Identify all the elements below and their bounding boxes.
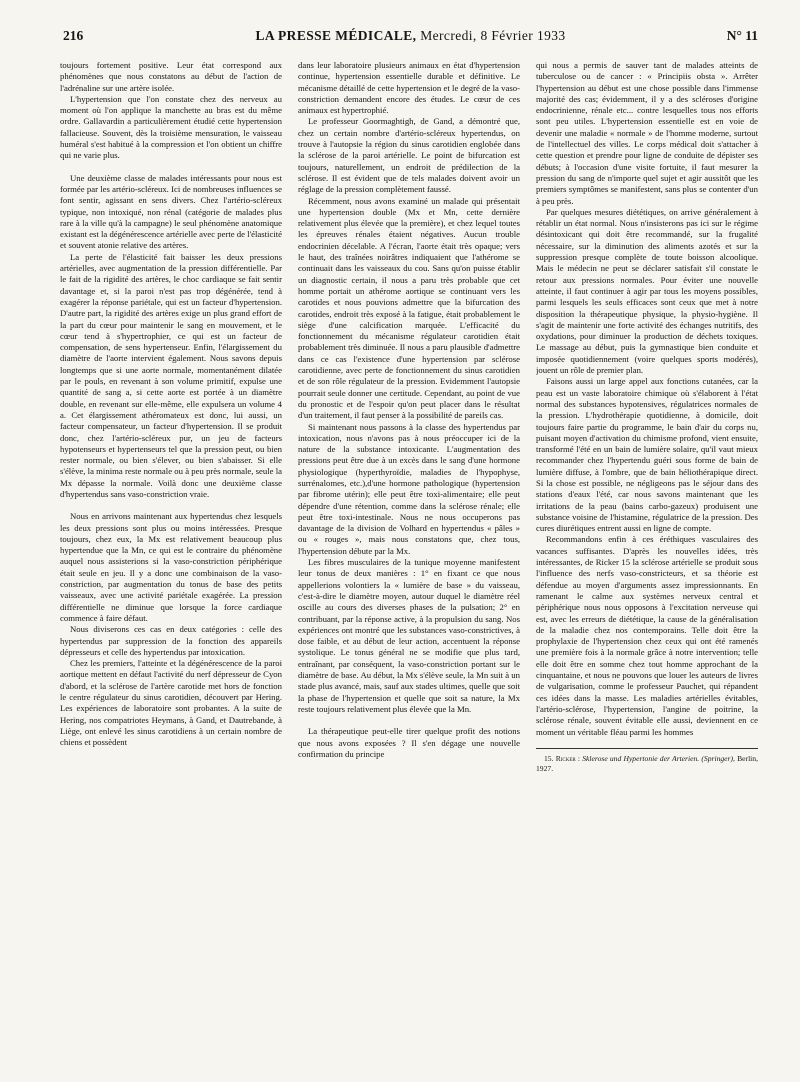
footnote-place-year: Berlin, 1927. <box>536 753 758 773</box>
paragraph: Récemment, nous avons examiné un malade qui présentait une hypertension double (Mx et Mn, cette dernière relativement plus élevée que la première), et chez lequel toutes les épreuves rénales étaient négatives. Aucun trouble endocrinien décelable. A l'écran, l'aorte était très opaque; vers le haut, des traînées noirâtres indiquaient que l'athérome se continuait dans les vaisseaux du cou. Sans qu'on puisse établir un diagnostic certain, il nous a paru très probable que cet homme portait un athérome aortique se continuant vers les carotides et nous pouvions admettre que la bifurcation des carotides, endroit très exposé à la fatigue, était probablement le siège d'une calcification marquée. L'efficacité du fonctionnement du mécanisme régulateur carotidien était probablement très diminuée. Il nous a paru plausible d'admettre dans ce cas l'existence d'une hypertension par sclérose carotidienne, avec perte de fonctionnement du sinus carotidien et de son rôle régulateur de la pression. Evidemment l'autopsie pourrait seule donner une certitude. Cependant, au point de vue du pronostic et de l'espoir qu'on peut placer dans le résultat d'un traitement, il faut penser à la possibilité de pareils cas. <box>298 195 520 421</box>
paragraph: Si maintenant nous passons à la classe des hypertendus par intoxication, nous n'avons pas à nous préoccuper ici de la nature de la substance intoxicante. L'augmentation des pressions peut être due à un excès dans le sang d'une hormone physiologique (hyperthyroïdie, maladies de l'hypophyse, surrénalomes, etc.),d'une hormone pathologique (hypertension par fibrome utérin); elle peut être toxi-alimentaire; elle peut dépendre d'une rétention, comme dans la sclérose rénale; elle peut être toxi-intestinale. Nous ne nous occuperons pas davantage de la division de Volhard en hypertendus « pâles » ou « rouges », mais nous constatons que, chez tous, l'hypertension débute par la Mx. <box>298 421 520 556</box>
journal-line <box>63 26 758 46</box>
paragraph: Nous diviserons ces cas en deux catégories : celle des hypertendus par suppression de la fonction des appareils dépresseurs et celle des hypertendus par intoxication. <box>60 624 282 657</box>
footnote-title: Sklerose und Hypertonie der Arterien. <box>582 753 700 763</box>
paragraph: Une deuxième classe de malades intéressants pour nous est formée par les artério-scléreux. Ici de nombreuses influences se font sentir, agissant en sens divers. Chez l'artério-scléreux typique, non intoxiqué, non rénal (catégorie de malades plus rare à la ville qu'à la campagne) le seul phénomène anatomique existant est la dégénérescence artérielle avec perte de l'élasticité et souvent atonie relative des artères. <box>60 172 282 251</box>
page-number: 216 <box>63 28 84 43</box>
column-3 <box>536 60 758 1060</box>
paragraph: dans leur laboratoire plusieurs animaux en état d'hypertension continue, hypertension essentielle durable et définitive. Le mécanisme détaillé de cette hypertension et le degré de la vaso-constriction demandent encore des études. Le cœur de ces animaux est hypertrophié. <box>298 60 520 116</box>
paragraph: Le professeur Goormaghtigh, de Gand, a démontré que, chez un certain nombre d'artério-scléreux hypertendus, on trouve à l'autopsie la région du sinus carotidien englobée dans la sclérose de la paroi artérielle. Le point de bifurcation est toujours, naturellement, un endroit de prédilection de la sclérose. Il est évident que de tels malades doivent avoir un réglage de la pression complètement faussé. <box>298 116 520 195</box>
paragraph: La thérapeutique peut-elle tirer quelque profit des notions que nous avons exposées ? Il s'en dégage une nouvelle confirmation du principe <box>298 726 520 759</box>
paragraph: qui nous a permis de sauver tant de malades atteints de tuberculose ou de cancer : « Principiis obsta ». Arrêter l'hypertension au début est une chose possible dans l'immense majorité des cas; évidemment, il y a des scléroses d'origine endocrinienne, rénale etc... contre lesquelles tous nos efforts sont peu utiles. L'hypertension essentielle est en voie de devenir une maladie « normale » de l'homme moderne, surtout de l'intellectuel des villes. Le corps médical doit s'attacher à cette question et prendre pour ligne de conduite de dépister ses débuts; à l'occasion d'une visite fortuite, il faut mesurer la pression du sang de n'importe quel sujet et agir aussitôt que les premiers symptômes se manifestent, sans plus se contenter d'un à peu près. <box>536 60 758 206</box>
issue-number: N° 11 <box>726 28 758 43</box>
paragraph: Faisons aussi un large appel aux fonctions cutanées, car la peau est un vaste laboratoire chimique où s'élaborent à l'état normal des substances hypotensives, régulatrices normales de la pression. L'hydrothérapie quotidienne, à domicile, doit toujours faire partie du programme, le bain d'air du corps nu, puisant moyen d'activation du chimisme profond, vient ensuite, transformé l'été en un bain de lumière solaire, qu'il vaut mieux recommander chez l'hypertendu guéri sous forme de bain de lumière diffuse, à l'ombre, que de bain héliothérapique direct. Si la chose est possible, ne négligeons pas le séjour dans des stations d'eaux l'été, car nous savons maintenant que les irritations de la peau (bains carbo-gazeux) produisent une substance voisine de l'histamine, régulatrice de la pression. Des cures diurétiques entrent aussi en ligne de compte. <box>536 376 758 534</box>
column-1 <box>60 60 282 1060</box>
footnote-publisher: (Springer), <box>701 753 735 763</box>
paragraph: Les fibres musculaires de la tunique moyenne manifestent leur tonus de deux manières : 1° en fixant ce que nous appellerions volontiers la « lumière de base » du vaisseau, c'est-à-dire le diamètre moyen, autour duquel le diamètre réel oscille au cours des diverses phases de la pulsation; 2° en contribuant, par la réponse active, à la propulsion du sang. Nos expériences ont montré que les substances vaso-constrictives, à dose faible, et au début de leur action, accentuent la réponse systolique. Le tonus général ne se modifie que plus tard, entraînant, par conséquent, la vaso-constriction portant sur le diamètre de base. Au début, la Mx s'élève seule, la Mn suit à un stade plus avancé, mais, sauf aux stades ultimes, quelle que soit la phase de l'hypertension et quelle que soit sa nature, la Mx reste toujours relativement plus élevée que la Mn. <box>298 557 520 714</box>
footnote-author: Ricker : <box>555 753 581 763</box>
journal-title: LA PRESSE MÉDICALE, <box>255 28 417 43</box>
column-2 <box>298 60 520 1060</box>
footnote <box>536 748 758 774</box>
paragraph: L'hypertension que l'on constate chez des nerveux au moment où l'on applique la manchette au bras est du même ordre. Gallavardin a particulièrement étudié cette hypertension fallacieuse. Souvent, dès la troisième mensuration, le vaisseau huméral s'est habitué à la compression et l'on obtient un chiffre qui ne varie plus. <box>60 93 282 161</box>
page-header <box>63 26 758 46</box>
paragraph: Recommandons enfin à ces éréthiques vasculaires des vacances suffisantes. D'après les nouvelles idées, très intéressantes, de Ricker 15 la sclérose artérielle se produit sous l'influence des nerfs vaso-constricteurs, et sa théorie est défendue au moyen d'arguments assez impressionnants. En ramenant le calme aux systèmes nerveux central et périphérique nous nous opposons à l'excitation nerveuse qui est, avec les erreurs de diététique, la cause de la généralisation de la maladie chez nos contemporains. Telle doit être la prophylaxie de l'hypertension chez ceux qui ont été ramenés une première fois à la normale grâce à notre intervention; telle elle doit être en somme chez tout homme approchant de la cinquantaine, et nous ne pouvons que louer les auteurs de livres de vulgarisation, comme le professeur Pauchet, qui répandent ces idées dans la masse. Les maladies artérielles évitables, l'artério-sclérose, l'hypertension, l'angine de poitrine, la sclérose rénale, souvent évitable elle aussi, deviennent en ce moment un véritable fléau parmi les hommes <box>536 534 758 737</box>
issue-date: Mercredi, 8 Février 1933 <box>420 28 566 43</box>
paragraph: Par quelques mesures diététiques, on arrive généralement à rétablir un état normal. Nous n'insisterons pas ici sur le régime désintoxicant qui doit être recommandé, sur la frugalité nécessaire, sur la diminution des aliments azotés et sur la suppression presque complète de toute boisson alcoolique. Mais le médecin ne peut se déclarer satisfait s'il constate le retour aux pressions normales. Pour éviter une nouvelle atteinte, il faut continuer à agir par tous les moyens possibles, parmi lesquels les seuls efficaces sont ceux que met à notre disposition la thérapeutique physique, la physio-hygiène. Il s'agit de maintenir une forte activité des échanges nutritifs, des oxydations, pour diminuer la production de déchets toxiques. Le massage au début, puis la gymnastique bien conduite et imposée quotidiennement (voire quelques sports modérés), jouent un rôle de premier plan. <box>536 206 758 376</box>
paragraph: La perte de l'élasticité fait baisser les deux pressions artérielles, avec augmentation de la pression différentielle. Par le fait de la rigidité des artères, le choc cardiaque se fait sentir davantage et, si la paroi n'est pas trop dégénérée, tend à exagérer la réponse pariétale, qui est un facteur d'hypertension. D'autre part, la rigidité des artères exige un plus grand effort de la part du cœur pour maintenir le sang en mouvement, et le cœur tend à s'hypertrophier, ce qui est un facteur de compensation, de sens hypertenseur. Enfin, l'élargissement du diamètre de l'aorte intervient également. Nous savons depuis longtemps que si une aorte normale, momentanément dilatée par le pouls, en revenant à son volume primitif, expulse une quantité de sang a, si cette aorte est portée à un diamètre double, en revenant sur elle-même, elle expulsera un volume 4 a. Cet élargissement athéromateux est donc, lui aussi, un facteur compensateur, un facteur d'hypertension. Il se produit donc, chez l'artério-scléreux pur, un jeu de facteurs hypotenseurs et hypertenseurs tel que la pression peut, ou bien rester normale, ou bien s'élever, ou bien s'abaisser. Si elle s'élève, la minima reste normale ou à peu près normale, seule la Mx dépasse la normale. Voilà donc une deuxième classe d'hypertendus sans vaso-constriction vraie. <box>60 251 282 499</box>
paragraph: Chez les premiers, l'atteinte et la dégénérescence de la paroi aortique mettent en défaut l'activité du nerf dépresseur de Cyon d'abord, et la sclérose de l'artère carotide met hors de fonction le centre régulateur du sinus carotidien, découvert par Hering. Les expériences de laboratoire sont probantes. A la suite de Hering, nos compatriotes Heymans, à Gand, et Dautrebande, à Liège, ont enlevé les sinus carotidiens à un certain nombre de chiens et possèdent <box>60 658 282 748</box>
paragraph: Nous en arrivons maintenant aux hypertendus chez lesquels les deux pressions sont plus ou moins intéressées. Presque toujours, chez eux, la Mx est relativement beaucoup plus hypertendue que la Mn, ce qui est le contraire du phénomène auquel nous assisterions si la vaso-constriction périphérique était seule en jeu. Il y a donc une combinaison de la vaso-constriction, par augmentation du tonus de base des petits vaisseaux, avec une activité pariétale exagérée. La pression différentielle ne diminue que lorsque la force cardiaque commence à faire défaut. <box>60 511 282 623</box>
footnote-number: 15. <box>544 753 554 763</box>
article-body <box>60 60 758 1060</box>
paragraph: toujours fortement positive. Leur état correspond aux phénomènes que nous constatons au début de l'action de l'adrénaline sur une artère isolée. <box>60 60 282 93</box>
